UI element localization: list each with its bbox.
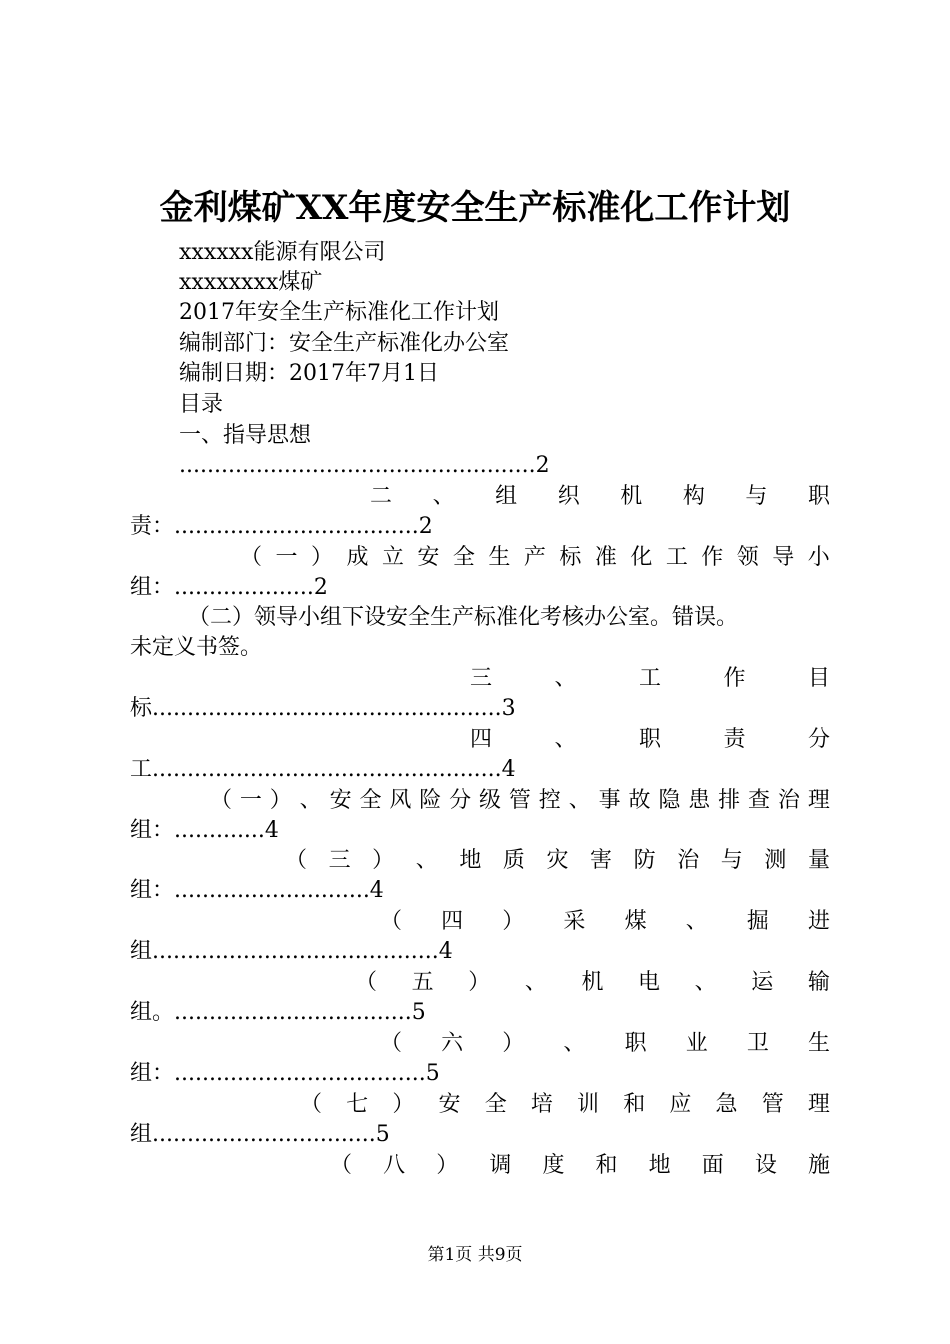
toc-char: 标 xyxy=(559,545,582,570)
toc-char: 分 xyxy=(807,727,830,752)
toc-char: 导 xyxy=(772,545,795,570)
toc-item-12-tail: 组................................5 xyxy=(130,1122,390,1147)
toc-char: 、 xyxy=(432,484,455,509)
toc-char: 职 xyxy=(638,727,661,752)
toc-char: （ xyxy=(330,1153,353,1178)
toc-char: 面 xyxy=(701,1153,724,1178)
toc-char: 、 xyxy=(299,788,322,813)
toc-char: 级 xyxy=(479,788,502,813)
toc-char: 安 xyxy=(329,788,352,813)
toc-char: 、 xyxy=(685,909,708,934)
toc-char: 全 xyxy=(484,1092,507,1117)
toc-char: 控 xyxy=(538,788,561,813)
toc-char: ） xyxy=(310,545,333,570)
toc-item-7-tail: 组：.............4 xyxy=(130,818,279,843)
toc-char: 测 xyxy=(764,848,787,873)
toc-char: 全 xyxy=(452,545,475,570)
page-number-footer: 第1页 共9页 xyxy=(427,1245,523,1265)
toc-char: 患 xyxy=(688,788,711,813)
toc-item-2-tail: 责：...................................2 xyxy=(130,514,433,539)
toc-char: 进 xyxy=(807,909,830,934)
toc-char: 隐 xyxy=(658,788,681,813)
toc-char: 灾 xyxy=(546,848,569,873)
toc-char: 、 xyxy=(694,970,717,995)
document-title: 金利煤矿XX年度安全生产标准化工作计划 xyxy=(159,188,791,228)
toc-char: 、 xyxy=(524,970,547,995)
toc-char: 、 xyxy=(554,666,577,691)
toc-char: 八 xyxy=(383,1153,406,1178)
toc-char: 组 xyxy=(495,484,518,509)
toc-char: 安 xyxy=(438,1092,461,1117)
toc-char: 排 xyxy=(718,788,741,813)
toc-char: 生 xyxy=(807,1031,830,1056)
compiling-department: 编制部门：安全生产标准化办公室 xyxy=(179,331,510,356)
toc-char: 掘 xyxy=(746,909,769,934)
toc-char: 地 xyxy=(459,848,482,873)
toc-char: 机 xyxy=(581,970,604,995)
toc-char: 理 xyxy=(807,1092,830,1117)
toc-char: 生 xyxy=(488,545,511,570)
toc-item-9-head xyxy=(130,907,830,937)
toc-char: 、 xyxy=(563,1031,586,1056)
toc-char: （ xyxy=(355,970,378,995)
toc-char: ） xyxy=(468,970,491,995)
toc-item-13-head xyxy=(130,1151,830,1181)
toc-char: 急 xyxy=(715,1092,738,1117)
toc-item-11-tail: 组：....................................5 xyxy=(130,1061,440,1086)
toc-char: 训 xyxy=(577,1092,600,1117)
toc-char: 与 xyxy=(720,848,743,873)
toc-char: 质 xyxy=(502,848,525,873)
toc-char: 产 xyxy=(523,545,546,570)
toc-char: 事 xyxy=(598,788,621,813)
toc-item-3-tail: 组：....................2 xyxy=(130,575,328,600)
toc-heading: 目录 xyxy=(179,392,224,417)
toc-char: 四 xyxy=(470,727,493,752)
toc-char: 煤 xyxy=(624,909,647,934)
toc-char: 治 xyxy=(777,788,800,813)
toc-char: 工 xyxy=(665,545,688,570)
toc-char: 业 xyxy=(685,1031,708,1056)
toc-char: 机 xyxy=(620,484,643,509)
toc-char: 立 xyxy=(381,545,404,570)
toc-char: 化 xyxy=(630,545,653,570)
toc-char: 输 xyxy=(807,970,830,995)
toc-char: 和 xyxy=(595,1153,618,1178)
toc-char: 故 xyxy=(628,788,651,813)
toc-char: 险 xyxy=(419,788,442,813)
toc-char: 、 xyxy=(568,788,591,813)
toc-char: ） xyxy=(392,1092,415,1117)
toc-char: 施 xyxy=(807,1153,830,1178)
toc-item-4-line-1: （二）领导小组下设安全生产标准化考核办公室。错误。 xyxy=(188,605,739,630)
toc-item-5-head xyxy=(130,664,830,694)
toc-char: 三 xyxy=(328,848,351,873)
toc-item-12-head xyxy=(130,1090,830,1120)
toc-item-9-tail: 组.........................................4 xyxy=(130,939,453,964)
toc-char: 二 xyxy=(370,484,393,509)
toc-char: 一 xyxy=(239,788,262,813)
toc-item-6-head xyxy=(130,725,830,755)
toc-item-10-tail: 组。..................................5 xyxy=(130,1000,426,1025)
toc-char: 与 xyxy=(745,484,768,509)
toc-char: 责 xyxy=(723,727,746,752)
toc-char: ） xyxy=(502,1031,525,1056)
toc-char: 调 xyxy=(489,1153,512,1178)
toc-char: 度 xyxy=(542,1153,565,1178)
toc-char: 全 xyxy=(359,788,382,813)
toc-char: 运 xyxy=(751,970,774,995)
toc-char: ） xyxy=(436,1153,459,1178)
toc-char: 织 xyxy=(557,484,580,509)
toc-item-6-tail: 工..................................................4 xyxy=(130,757,516,782)
toc-item-3-head xyxy=(130,543,830,573)
mine-name: xxxxxxxx煤矿 xyxy=(179,270,323,295)
compiling-date: 编制日期：2017年7月1日 xyxy=(179,361,439,386)
toc-char: 应 xyxy=(669,1092,692,1117)
toc-char: 作 xyxy=(701,545,724,570)
toc-char: 量 xyxy=(807,848,830,873)
toc-char: （ xyxy=(240,545,263,570)
toc-char: 风 xyxy=(389,788,412,813)
toc-char: 领 xyxy=(736,545,759,570)
toc-item-8-head xyxy=(130,846,830,876)
toc-char: 、 xyxy=(554,727,577,752)
toc-item-1-leader: ...................................................2 xyxy=(179,453,550,478)
toc-item-5-tail: 标..................................................3 xyxy=(130,696,516,721)
toc-char: 地 xyxy=(648,1153,671,1178)
toc-char: 七 xyxy=(346,1092,369,1117)
toc-char: 四 xyxy=(441,909,464,934)
toc-item-8-tail: 组：............................4 xyxy=(130,878,384,903)
toc-item-10-head xyxy=(130,968,830,998)
toc-char: 治 xyxy=(677,848,700,873)
toc-char: 目 xyxy=(807,666,830,691)
toc-char: 和 xyxy=(623,1092,646,1117)
toc-char: 设 xyxy=(754,1153,777,1178)
toc-char: 三 xyxy=(470,666,493,691)
toc-item-11-head xyxy=(130,1029,830,1059)
toc-item-1-title: 一、指导思想 xyxy=(179,423,312,448)
toc-char: 管 xyxy=(508,788,531,813)
toc-char: 成 xyxy=(346,545,369,570)
toc-char: ） xyxy=(269,788,292,813)
toc-char: 电 xyxy=(638,970,661,995)
toc-char: 查 xyxy=(748,788,771,813)
toc-char: 职 xyxy=(807,484,830,509)
toc-char: 、 xyxy=(415,848,438,873)
toc-char: 五 xyxy=(411,970,434,995)
toc-char: 小 xyxy=(807,545,830,570)
toc-char: 害 xyxy=(590,848,613,873)
toc-char: 分 xyxy=(449,788,472,813)
toc-char: （ xyxy=(285,848,308,873)
toc-item-7-head xyxy=(130,786,830,816)
toc-char: 卫 xyxy=(746,1031,769,1056)
toc-char: 防 xyxy=(633,848,656,873)
toc-char: 管 xyxy=(761,1092,784,1117)
toc-char: 准 xyxy=(594,545,617,570)
toc-char: （ xyxy=(300,1092,323,1117)
toc-char: 采 xyxy=(563,909,586,934)
toc-char: （ xyxy=(380,909,403,934)
toc-char: ） xyxy=(372,848,395,873)
toc-char: ） xyxy=(502,909,525,934)
toc-item-2-head xyxy=(130,482,830,512)
toc-char: 一 xyxy=(275,545,298,570)
toc-char: 工 xyxy=(638,666,661,691)
toc-item-4-line-2: 未定义书签。 xyxy=(130,635,263,660)
toc-char: 理 xyxy=(807,788,830,813)
toc-char: （ xyxy=(380,1031,403,1056)
toc-char: 构 xyxy=(682,484,705,509)
toc-char: 培 xyxy=(530,1092,553,1117)
toc-char: 职 xyxy=(624,1031,647,1056)
toc-char: 作 xyxy=(723,666,746,691)
plan-name: 2017年安全生产标准化工作计划 xyxy=(179,300,499,325)
toc-char: （ xyxy=(210,788,233,813)
company-name: xxxxxx能源有限公司 xyxy=(179,240,386,265)
toc-char: 安 xyxy=(417,545,440,570)
toc-char: 六 xyxy=(441,1031,464,1056)
